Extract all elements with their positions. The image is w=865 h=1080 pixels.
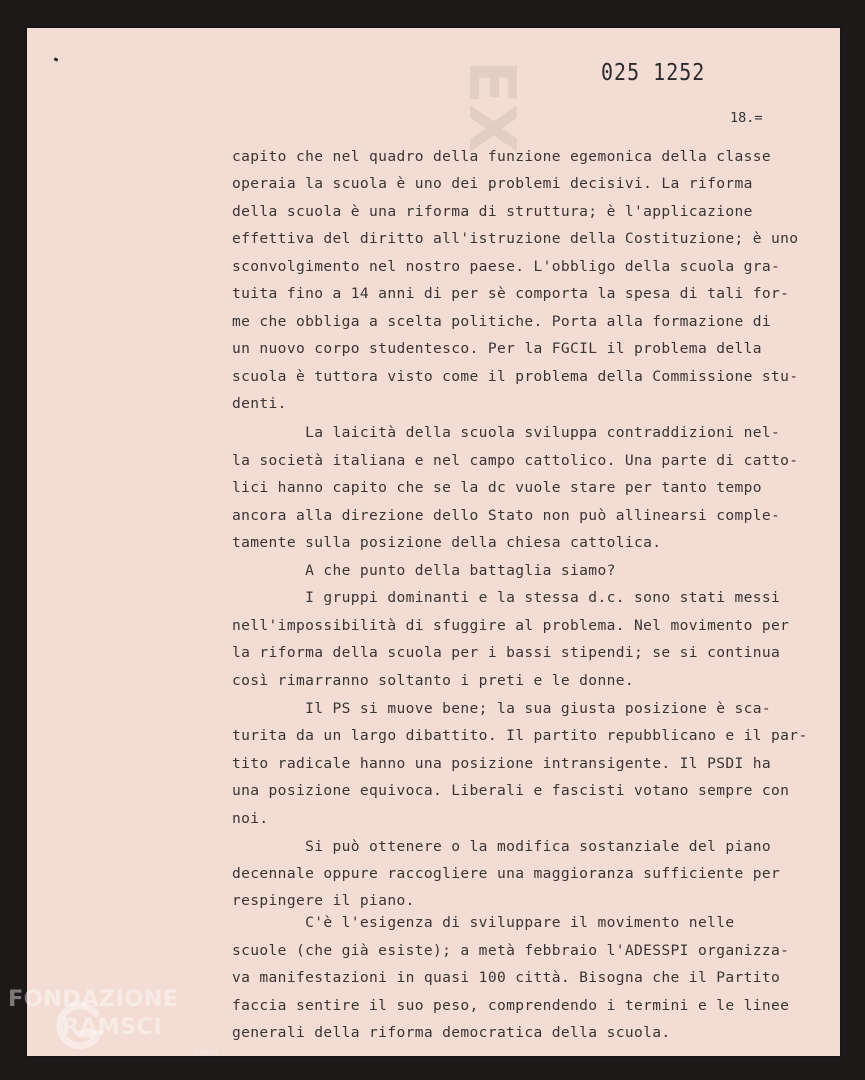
text-line: operaia la scuola è uno dei problemi decisivi. La riforma — [232, 175, 753, 192]
text-line: respingere il piano. — [232, 892, 415, 909]
text-line: noi. — [232, 810, 269, 827]
text-line: effettiva del diritto all'istruzione della Costituzione; è uno — [232, 230, 799, 247]
logo-suffix: onlus — [194, 1048, 219, 1058]
logo-text-line1: FONDAZIONE — [8, 986, 179, 1012]
text-line: turita da un largo dibattito. Il partito repubblicano e il par- — [232, 727, 808, 744]
text-line: denti. — [232, 395, 287, 412]
text-line: sconvolgimento nel nostro paese. L'obbligo della scuola gra- — [232, 258, 781, 275]
text-line: me che obbliga a scelta politiche. Porta alla formazione di — [232, 313, 772, 330]
text-line: nell'impossibilità di sfuggire al problema. Nel movimento per — [232, 617, 790, 634]
text-line: capito che nel quadro della funzione egemonica della classe — [232, 148, 772, 165]
text-line: generali della riforma democratica della scuola. — [232, 1024, 671, 1041]
text-line: Si può ottenere o la modifica sostanziale del piano — [232, 838, 772, 855]
text-line: una posizione equivoca. Liberali e fascisti votano sempre con — [232, 782, 790, 799]
text-line: A che punto della battaglia siamo? — [232, 562, 616, 579]
page-number: 18.= — [730, 110, 763, 126]
text-line: La laicità della scuola sviluppa contraddizioni nel- — [232, 424, 781, 441]
text-line: I gruppi dominanti e la stessa d.c. sono stati messi — [232, 589, 781, 606]
text-line: la riforma della scuola per i bassi stipendi; se si continua — [232, 644, 781, 661]
text-line: scuole (che già esiste); a metà febbraio l'ADESSPI organizza- — [232, 942, 790, 959]
text-line: ancora alla direzione dello Stato non può allinearsi comple- — [232, 507, 781, 524]
text-line: della scuola è una riforma di struttura; è l'applicazione — [232, 203, 753, 220]
text-line: tuita fino a 14 anni di per sè comporta la spesa di tali for- — [232, 285, 790, 302]
text-line: così rimarranno soltanto i preti e le donne. — [232, 672, 634, 689]
text-line: scuola è tuttora visto come il problema della Commissione stu- — [232, 368, 799, 385]
text-line: lici hanno capito che se la dc vuole stare per tanto tempo — [232, 479, 762, 496]
text-line: C'è l'esigenza di sviluppare il movimento nelle — [232, 914, 735, 931]
text-line: Il PS si muove bene; la sua giusta posizione è sca- — [232, 700, 772, 717]
text-line: faccia sentire il suo peso, comprendendo i termini e le linee — [232, 997, 790, 1014]
text-line: tamente sulla posizione della chiesa cattolica. — [232, 534, 662, 551]
text-line: un nuovo corpo studentesco. Per la FGCIL il problema della — [232, 340, 762, 357]
text-line: va manifestazioni in quasi 100 città. Bisogna che il Partito — [232, 969, 781, 986]
logo-text-line2: RAMSCI — [62, 1014, 163, 1040]
archive-number: 025 1252 — [601, 58, 706, 86]
text-line: la società italiana e nel campo cattolico. Una parte di catto- — [232, 452, 799, 469]
fondazione-gramsci-logo — [4, 986, 229, 1066]
text-line: tito radicale hanno una posizione intransigente. Il PSDI ha — [232, 755, 772, 772]
text-line: decennale oppure raccogliere una maggioranza sufficiente per — [232, 865, 781, 882]
